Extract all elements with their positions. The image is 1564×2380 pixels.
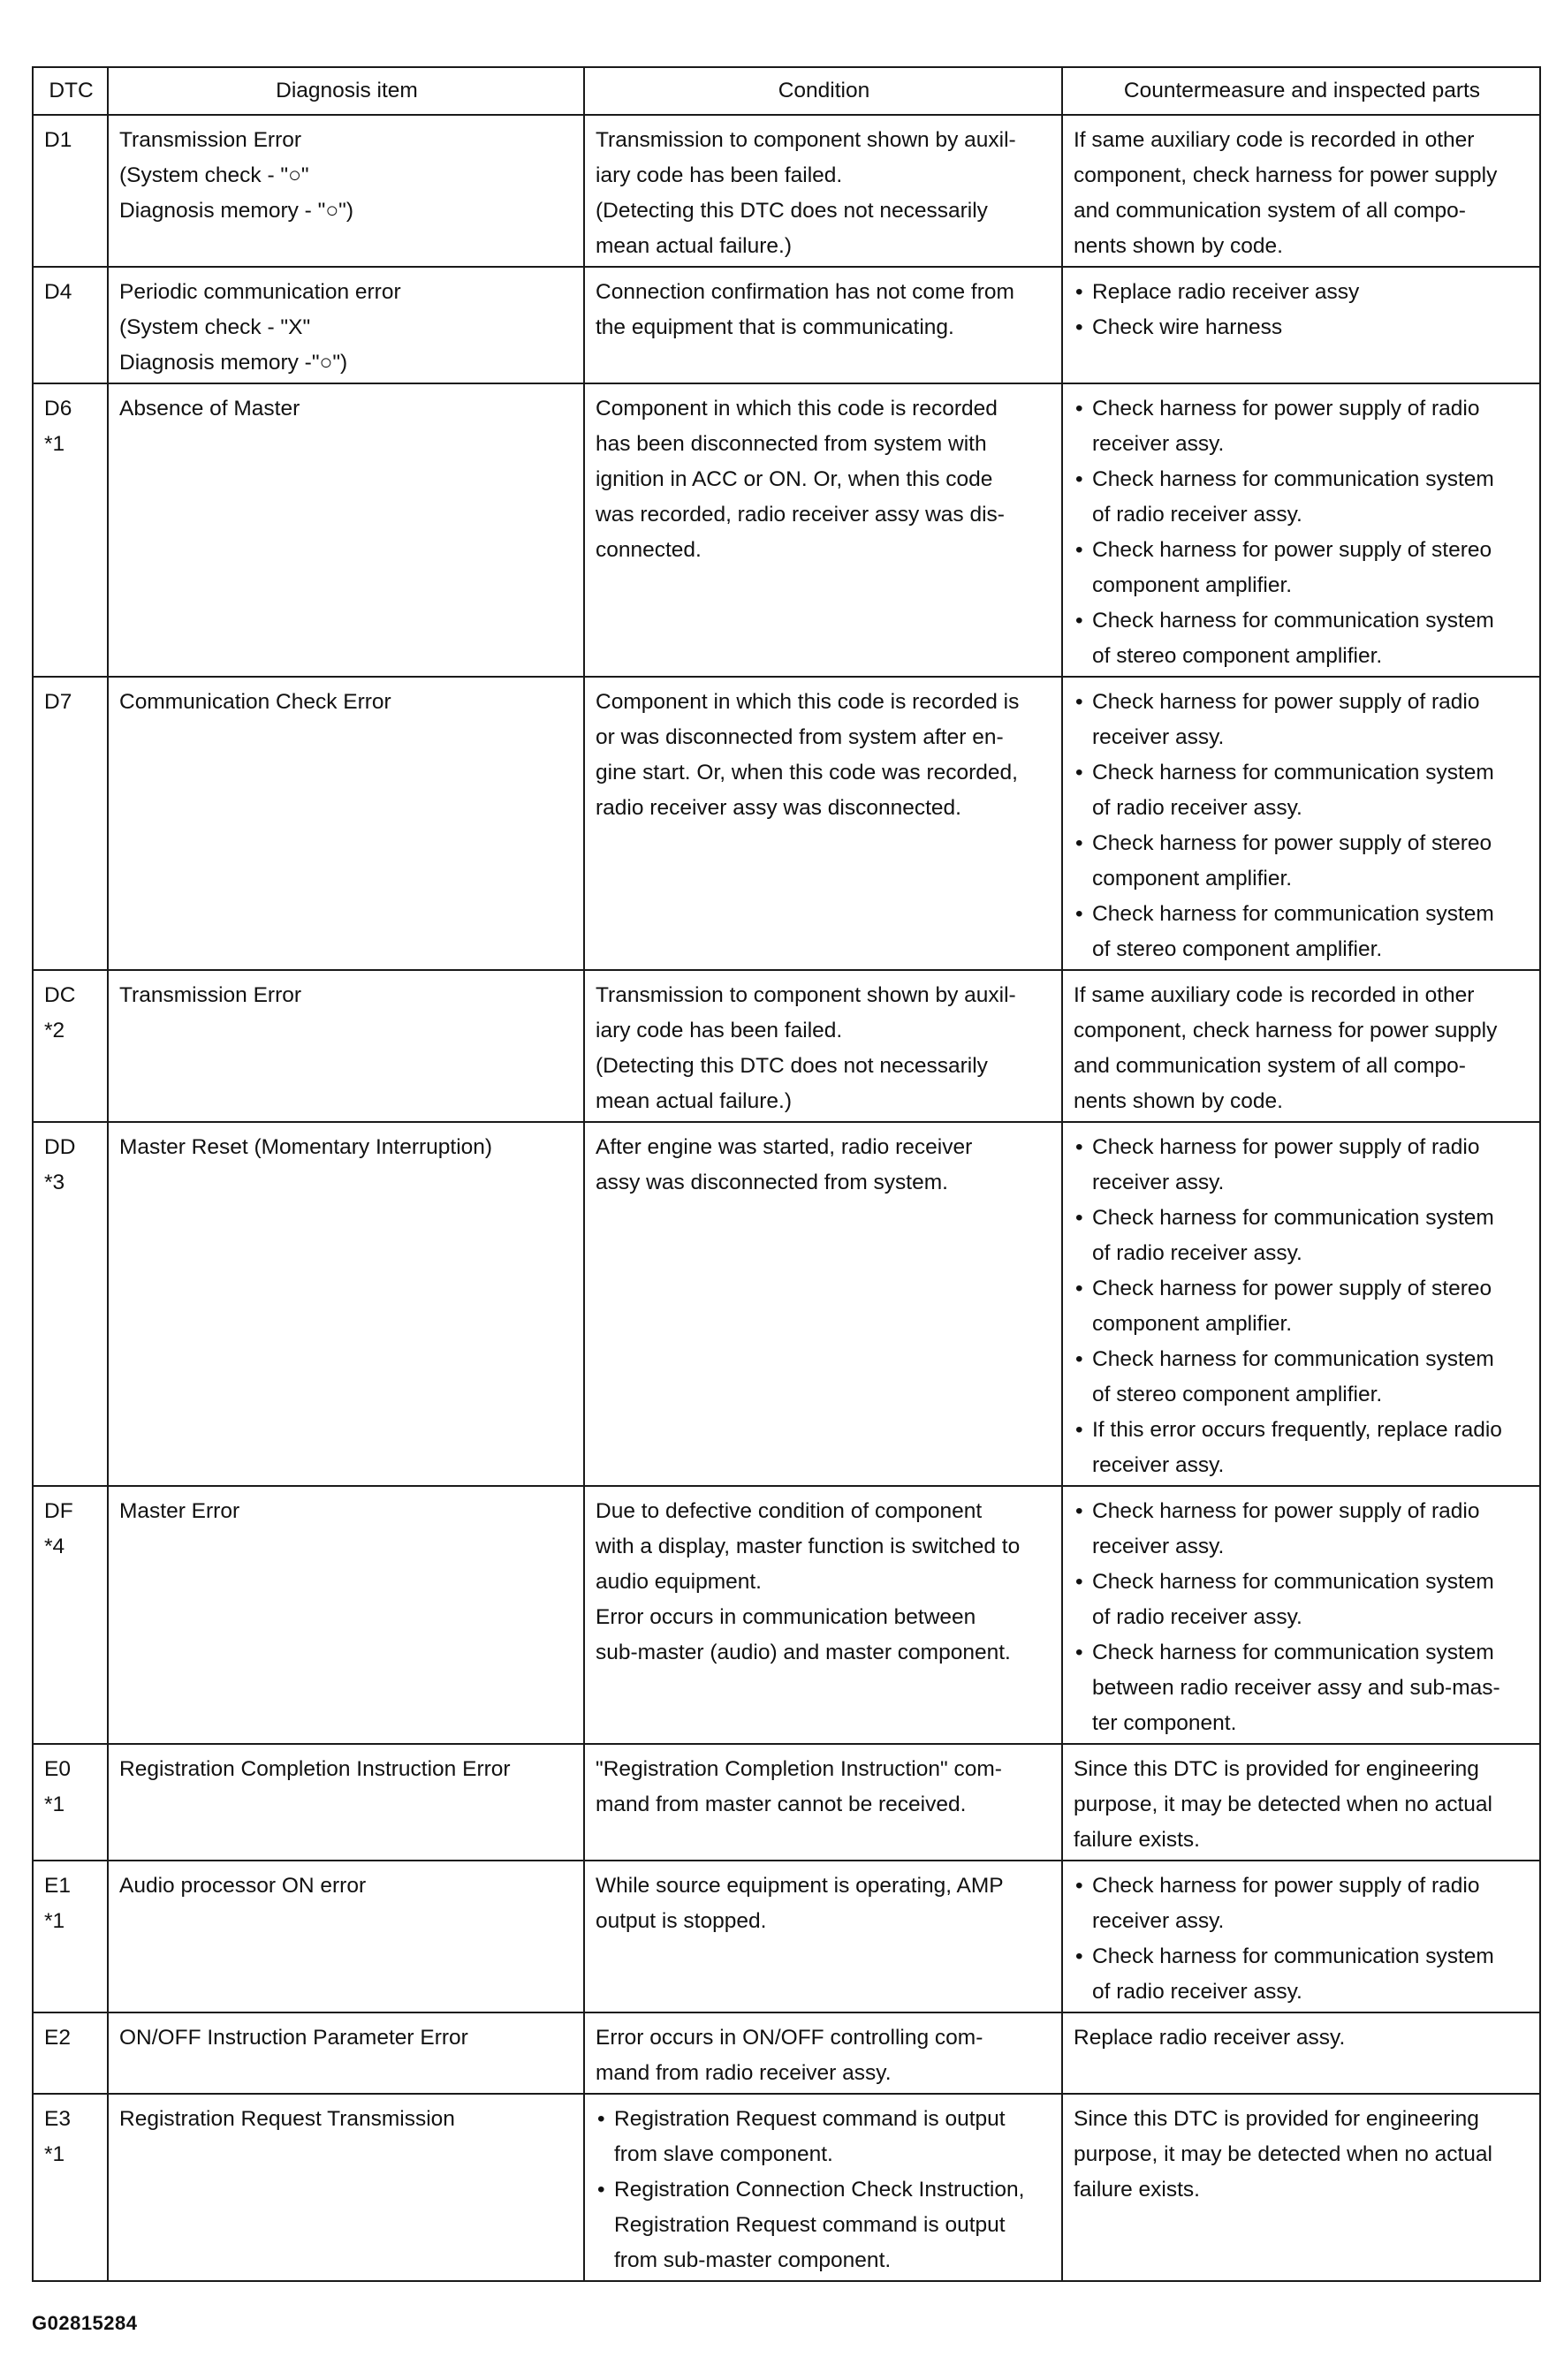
dtc-cell bbox=[33, 677, 108, 970]
item-line: Transmission Error bbox=[119, 128, 302, 152]
condition-line: radio receiver assy was disconnected. bbox=[596, 796, 961, 820]
condition-line: • Registration Connection Check Instruction, bbox=[596, 2172, 1052, 2208]
countermeasure-line: • Check harness for power supply of stereo bbox=[1074, 826, 1530, 861]
dtc-cell bbox=[33, 1744, 108, 1861]
dtc-code: D7 bbox=[44, 690, 72, 714]
countermeasure-cell bbox=[1062, 2012, 1540, 2094]
countermeasure-line: component amplifier. bbox=[1092, 1312, 1293, 1336]
condition-cell bbox=[584, 970, 1062, 1122]
table-row bbox=[33, 267, 1540, 383]
countermeasure-line: and communication system of all compo- bbox=[1074, 1054, 1466, 1078]
condition-line: audio equipment. bbox=[596, 1570, 762, 1594]
countermeasure-line: of stereo component amplifier. bbox=[1092, 1383, 1383, 1406]
countermeasure-line: of stereo component amplifier. bbox=[1092, 937, 1383, 961]
item-cell bbox=[108, 1122, 584, 1486]
countermeasure-line: • Check harness for power supply of stereo bbox=[1074, 1271, 1530, 1307]
countermeasure-line: • Check harness for communication system bbox=[1074, 1939, 1530, 1974]
item-cell bbox=[108, 2094, 584, 2281]
item-line: Absence of Master bbox=[119, 397, 300, 421]
item-cell bbox=[108, 970, 584, 1122]
condition-cell bbox=[584, 383, 1062, 677]
condition-line: or was disconnected from system after en- bbox=[596, 725, 1004, 749]
dtc-code: D6 bbox=[44, 397, 72, 421]
countermeasure-line: and communication system of all compo- bbox=[1074, 199, 1466, 223]
countermeasure-line: • Check harness for power supply of radio bbox=[1074, 685, 1530, 720]
dtc-code: E2 bbox=[44, 2026, 71, 2050]
condition-line: has been disconnected from system with bbox=[596, 432, 987, 456]
countermeasure-cell bbox=[1062, 383, 1540, 677]
dtc-cell bbox=[33, 267, 108, 383]
table-row bbox=[33, 1486, 1540, 1744]
condition-line: Registration Request command is output bbox=[614, 2213, 1006, 2237]
table-row bbox=[33, 1122, 1540, 1486]
item-line: (System check - "○" bbox=[119, 163, 309, 187]
condition-line: Transmission to component shown by auxil- bbox=[596, 128, 1016, 152]
countermeasure-cell bbox=[1062, 1122, 1540, 1486]
condition-line: Due to defective condition of component bbox=[596, 1499, 983, 1523]
item-cell bbox=[108, 267, 584, 383]
condition-line: iary code has been failed. bbox=[596, 1019, 843, 1042]
dtc-code: E3 bbox=[44, 2107, 71, 2131]
condition-line: Error occurs in ON/OFF controlling com- bbox=[596, 2026, 983, 2050]
condition-line: Connection confirmation has not come from bbox=[596, 280, 1014, 304]
countermeasure-line: of radio receiver assy. bbox=[1092, 503, 1302, 527]
dtc-cell bbox=[33, 383, 108, 677]
table-row bbox=[33, 2012, 1540, 2094]
dtc-code: D1 bbox=[44, 128, 72, 152]
condition-line: While source equipment is operating, AMP bbox=[596, 1874, 1004, 1898]
dtc-note: *1 bbox=[44, 2142, 65, 2166]
countermeasure-line: • Check harness for power supply of radio bbox=[1074, 1868, 1530, 1904]
table-row bbox=[33, 383, 1540, 677]
item-line: Registration Completion Instruction Error bbox=[119, 1757, 511, 1781]
countermeasure-line: of radio receiver assy. bbox=[1092, 1980, 1302, 2004]
dtc-note: *3 bbox=[44, 1171, 65, 1194]
dtc-code: E0 bbox=[44, 1757, 71, 1781]
countermeasure-line: • Replace radio receiver assy bbox=[1074, 275, 1530, 310]
condition-line: After engine was started, radio receiver bbox=[596, 1135, 973, 1159]
dtc-code: DD bbox=[44, 1135, 76, 1159]
header-countermeasure: Countermeasure and inspected parts bbox=[1062, 67, 1540, 115]
countermeasure-line: Since this DTC is provided for engineering bbox=[1074, 2107, 1479, 2131]
countermeasure-line: nents shown by code. bbox=[1074, 234, 1283, 258]
item-line: Audio processor ON error bbox=[119, 1874, 367, 1898]
condition-cell bbox=[584, 677, 1062, 970]
countermeasure-line: Replace radio receiver assy. bbox=[1074, 2026, 1346, 2050]
condition-cell bbox=[584, 1486, 1062, 1744]
table-row bbox=[33, 1861, 1540, 2012]
countermeasure-line: component, check harness for power supply bbox=[1074, 1019, 1498, 1042]
countermeasure-cell bbox=[1062, 115, 1540, 267]
condition-cell bbox=[584, 2012, 1062, 2094]
countermeasure-line: • Check wire harness bbox=[1074, 310, 1530, 345]
dtc-note: *1 bbox=[44, 432, 65, 456]
dtc-cell bbox=[33, 2094, 108, 2281]
countermeasure-line: of stereo component amplifier. bbox=[1092, 644, 1383, 668]
item-cell bbox=[108, 383, 584, 677]
countermeasure-line: • Check harness for communication system bbox=[1074, 755, 1530, 791]
condition-line: was recorded, radio receiver assy was dis- bbox=[596, 503, 1005, 527]
countermeasure-line: of radio receiver assy. bbox=[1092, 1241, 1302, 1265]
countermeasure-line: of radio receiver assy. bbox=[1092, 796, 1302, 820]
countermeasure-line: • Check harness for communication system bbox=[1074, 603, 1530, 639]
condition-line: Error occurs in communication between bbox=[596, 1605, 976, 1629]
countermeasure-line: receiver assy. bbox=[1092, 432, 1225, 456]
dtc-cell bbox=[33, 2012, 108, 2094]
countermeasure-line: component, check harness for power supply bbox=[1074, 163, 1498, 187]
countermeasure-line: purpose, it may be detected when no actual bbox=[1074, 1793, 1492, 1816]
condition-line: "Registration Completion Instruction" com- bbox=[596, 1757, 1002, 1781]
condition-cell bbox=[584, 1744, 1062, 1861]
countermeasure-cell bbox=[1062, 1861, 1540, 2012]
countermeasure-line: between radio receiver assy and sub-mas- bbox=[1092, 1676, 1500, 1700]
countermeasure-line: • Check harness for power supply of radio bbox=[1074, 391, 1530, 427]
dtc-code: DF bbox=[44, 1499, 73, 1523]
condition-line: from slave component. bbox=[614, 2142, 833, 2166]
item-line: ON/OFF Instruction Parameter Error bbox=[119, 2026, 468, 2050]
dtc-code: D4 bbox=[44, 280, 72, 304]
condition-line: with a display, master function is switched to bbox=[596, 1535, 1021, 1558]
item-cell bbox=[108, 677, 584, 970]
table-row bbox=[33, 115, 1540, 267]
dtc-cell bbox=[33, 970, 108, 1122]
countermeasure-line: • Check harness for communication system bbox=[1074, 1635, 1530, 1671]
countermeasure-line: receiver assy. bbox=[1092, 1909, 1225, 1933]
countermeasure-line: ter component. bbox=[1092, 1711, 1237, 1735]
countermeasure-line: • Check harness for power supply of stereo bbox=[1074, 533, 1530, 568]
dtc-note: *4 bbox=[44, 1535, 65, 1558]
countermeasure-cell bbox=[1062, 1744, 1540, 1861]
dtc-cell bbox=[33, 1122, 108, 1486]
item-line: Diagnosis memory -"○") bbox=[119, 351, 348, 375]
table-row bbox=[33, 2094, 1540, 2281]
condition-line: assy was disconnected from system. bbox=[596, 1171, 948, 1194]
item-cell bbox=[108, 1486, 584, 1744]
item-cell bbox=[108, 1861, 584, 2012]
item-cell bbox=[108, 1744, 584, 1861]
condition-line: output is stopped. bbox=[596, 1909, 767, 1933]
countermeasure-line: • If this error occurs frequently, replace radio bbox=[1074, 1413, 1530, 1448]
countermeasure-line: Since this DTC is provided for engineering bbox=[1074, 1757, 1479, 1781]
condition-line: mean actual failure.) bbox=[596, 1089, 792, 1113]
dtc-cell bbox=[33, 1861, 108, 2012]
countermeasure-line: nents shown by code. bbox=[1074, 1089, 1283, 1113]
countermeasure-line: receiver assy. bbox=[1092, 1171, 1225, 1194]
countermeasure-cell bbox=[1062, 1486, 1540, 1744]
item-cell bbox=[108, 2012, 584, 2094]
countermeasure-line: • Check harness for communication system bbox=[1074, 462, 1530, 497]
dtc-code: DC bbox=[44, 983, 76, 1007]
condition-line: iary code has been failed. bbox=[596, 163, 843, 187]
condition-cell bbox=[584, 1861, 1062, 2012]
item-line: Transmission Error bbox=[119, 983, 302, 1007]
figure-id: G02815284 bbox=[32, 2312, 138, 2334]
condition-line: the equipment that is communicating. bbox=[596, 315, 954, 339]
dtc-note: *1 bbox=[44, 1793, 65, 1816]
condition-cell bbox=[584, 267, 1062, 383]
countermeasure-cell bbox=[1062, 677, 1540, 970]
condition-line: ignition in ACC or ON. Or, when this code bbox=[596, 467, 993, 491]
dtc-note: *2 bbox=[44, 1019, 65, 1042]
countermeasure-line: receiver assy. bbox=[1092, 1535, 1225, 1558]
countermeasure-line: receiver assy. bbox=[1092, 1453, 1225, 1477]
countermeasure-line: • Check harness for communication system bbox=[1074, 1201, 1530, 1236]
item-line: Communication Check Error bbox=[119, 690, 391, 714]
condition-line: Component in which this code is recorded is bbox=[596, 690, 1020, 714]
countermeasure-line: • Check harness for communication system bbox=[1074, 1342, 1530, 1377]
condition-line: gine start. Or, when this code was recorded, bbox=[596, 761, 1018, 784]
dtc-note: *1 bbox=[44, 1909, 65, 1933]
dtc-code: E1 bbox=[44, 1874, 71, 1898]
countermeasure-line: receiver assy. bbox=[1092, 725, 1225, 749]
item-cell bbox=[108, 115, 584, 267]
condition-line: mand from radio receiver assy. bbox=[596, 2061, 892, 2085]
countermeasure-line: component amplifier. bbox=[1092, 573, 1293, 597]
countermeasure-cell bbox=[1062, 2094, 1540, 2281]
dtc-table bbox=[32, 66, 1541, 2282]
table-row bbox=[33, 677, 1540, 970]
item-line: Periodic communication error bbox=[119, 280, 401, 304]
countermeasure-line: • Check harness for communication system bbox=[1074, 897, 1530, 932]
countermeasure-line: • Check harness for communication system bbox=[1074, 1565, 1530, 1600]
countermeasure-line: If same auxiliary code is recorded in other bbox=[1074, 128, 1475, 152]
countermeasure-line: failure exists. bbox=[1074, 1828, 1200, 1852]
table-row bbox=[33, 970, 1540, 1122]
countermeasure-line: • Check harness for power supply of radio bbox=[1074, 1130, 1530, 1165]
item-line: (System check - "X" bbox=[119, 315, 311, 339]
countermeasure-line: of radio receiver assy. bbox=[1092, 1605, 1302, 1629]
condition-line: Component in which this code is recorded bbox=[596, 397, 998, 421]
table-header-row bbox=[33, 67, 1540, 115]
dtc-cell bbox=[33, 1486, 108, 1744]
table-body bbox=[33, 115, 1540, 2281]
condition-cell bbox=[584, 1122, 1062, 1486]
item-line: Registration Request Transmission bbox=[119, 2107, 455, 2131]
countermeasure-line: If same auxiliary code is recorded in other bbox=[1074, 983, 1475, 1007]
condition-line: from sub-master component. bbox=[614, 2248, 892, 2272]
countermeasure-line: purpose, it may be detected when no actual bbox=[1074, 2142, 1492, 2166]
header-condition: Condition bbox=[584, 67, 1062, 115]
dtc-cell bbox=[33, 115, 108, 267]
condition-line: Transmission to component shown by auxil- bbox=[596, 983, 1016, 1007]
condition-line: mean actual failure.) bbox=[596, 234, 792, 258]
condition-line: mand from master cannot be received. bbox=[596, 1793, 967, 1816]
countermeasure-line: failure exists. bbox=[1074, 2178, 1200, 2202]
item-line: Master Error bbox=[119, 1499, 240, 1523]
item-line: Diagnosis memory - "○") bbox=[119, 199, 353, 223]
condition-cell bbox=[584, 115, 1062, 267]
condition-line: sub-master (audio) and master component. bbox=[596, 1641, 1011, 1664]
header-dtc: DTC bbox=[33, 67, 108, 115]
countermeasure-cell bbox=[1062, 267, 1540, 383]
condition-line: • Registration Request command is output bbox=[596, 2102, 1052, 2137]
countermeasure-line: • Check harness for power supply of radio bbox=[1074, 1494, 1530, 1529]
condition-line: (Detecting this DTC does not necessarily bbox=[596, 1054, 988, 1078]
condition-cell bbox=[584, 2094, 1062, 2281]
countermeasure-line: component amplifier. bbox=[1092, 867, 1293, 891]
item-line: Master Reset (Momentary Interruption) bbox=[119, 1135, 493, 1159]
table-row bbox=[33, 1744, 1540, 1861]
header-diagnosis-item: Diagnosis item bbox=[108, 67, 584, 115]
condition-line: (Detecting this DTC does not necessarily bbox=[596, 199, 988, 223]
countermeasure-cell bbox=[1062, 970, 1540, 1122]
condition-line: connected. bbox=[596, 538, 702, 562]
